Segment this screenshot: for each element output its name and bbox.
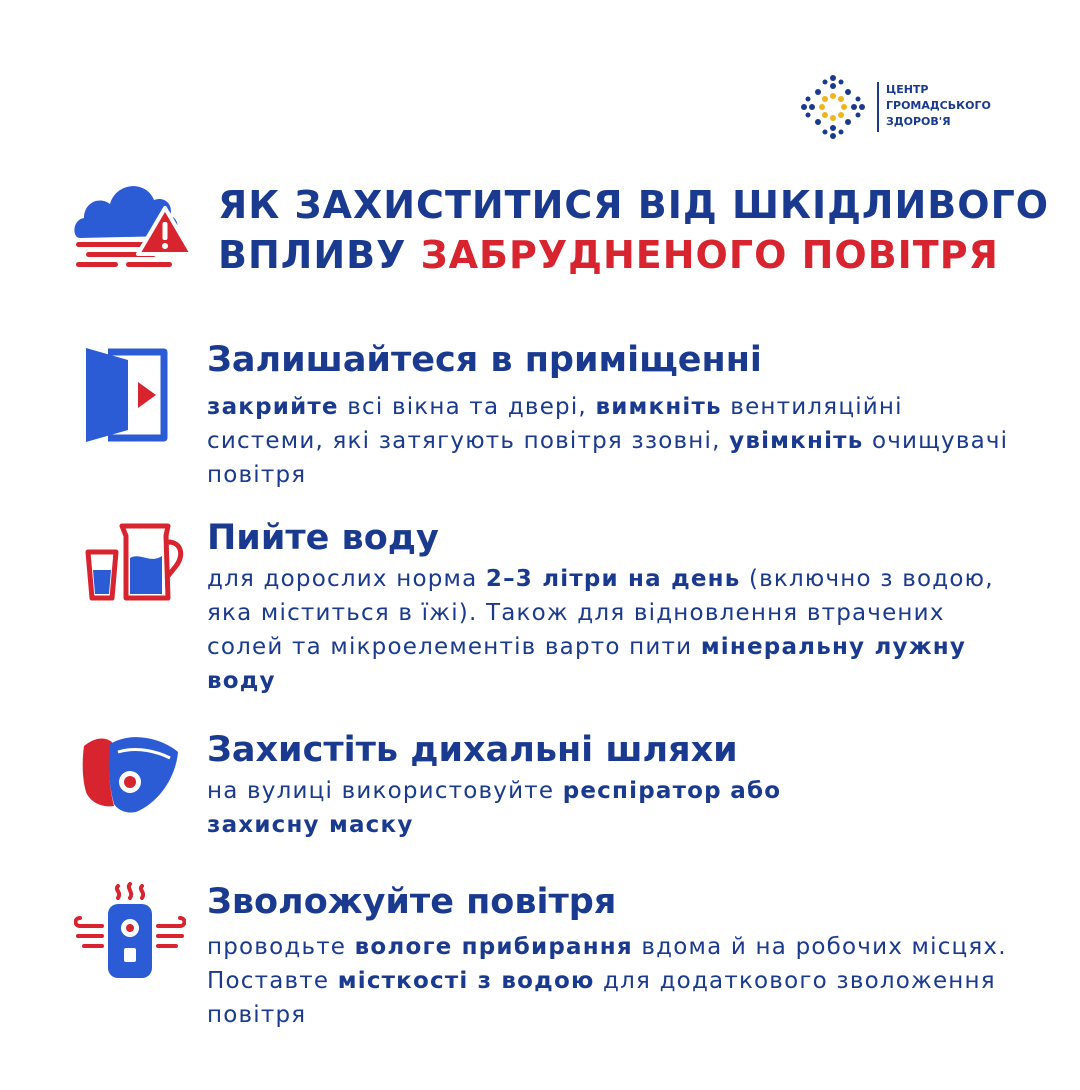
body-bold: вологе прибирання	[354, 934, 633, 960]
tip-title: Зволожуйте повітря	[207, 882, 617, 922]
tip-title: Захистіть дихальні шляхи	[207, 730, 738, 770]
title-line-2-prefix: ВПЛИВУ	[218, 233, 421, 277]
body-text: (включно з водою, яка міститься в їжі). Також для відновлення втрачених солей та мікроелементів варто пити	[207, 566, 994, 660]
body-text: очищувачі повітря	[207, 428, 1009, 488]
logo-text	[886, 82, 991, 130]
body-bold: респіратор	[562, 778, 722, 804]
tip-body	[207, 390, 1027, 492]
title-line-2	[218, 230, 1058, 280]
body-text: вентиляційні системи, які затягують повітря ззовні,	[207, 394, 903, 454]
logo-divider	[877, 82, 879, 132]
tip-body	[207, 562, 1027, 698]
humidifier-icon	[74, 882, 186, 980]
body-text: проводьте	[207, 934, 355, 960]
public-health-center-logo-icon	[798, 72, 868, 142]
body-bold: вимкніть	[595, 394, 722, 420]
body-bold: закрийте	[207, 394, 339, 420]
tip-title: Пийте воду	[207, 518, 439, 558]
body-bold: мінеральну лужну воду	[207, 634, 967, 694]
body-bold: або захисну маску	[207, 778, 782, 838]
cloud-warning-icon	[70, 174, 194, 278]
logo-line-3: ЗДОРОВ'Я	[886, 115, 951, 128]
glass-and-jug-icon	[82, 522, 188, 602]
body-text: всі вікна та двері,	[338, 394, 596, 420]
title-line-1: ЯК ЗАХИСТИТИСЯ ВІД ШКІДЛИВОГО	[218, 183, 1050, 227]
body-text: на вулиці використовуйте	[207, 778, 563, 804]
page-title	[218, 180, 1058, 280]
tip-title: Залишайтеся в приміщенні	[207, 340, 762, 380]
organization-logo	[798, 72, 998, 142]
body-bold: місткості з водою	[337, 968, 595, 994]
logo-line-1: ЦЕНТР	[886, 83, 929, 96]
tip-body	[207, 930, 1027, 1032]
body-text: для дорослих норма	[207, 566, 486, 592]
tip-body	[207, 774, 827, 842]
door-exit-icon	[82, 346, 172, 444]
face-mask-icon	[80, 732, 180, 816]
body-text: для додаткового зволоження повітря	[207, 968, 996, 1028]
body-text: вдома й на робочих місцях. Поставте	[207, 934, 1007, 994]
body-bold: 2–3 літри на день	[485, 566, 741, 592]
body-bold: увімкніть	[729, 428, 864, 454]
logo-line-2: ГРОМАДСЬКОГО	[886, 99, 991, 112]
title-highlight: ЗАБРУДНЕНОГО ПОВІТРЯ	[420, 233, 999, 277]
